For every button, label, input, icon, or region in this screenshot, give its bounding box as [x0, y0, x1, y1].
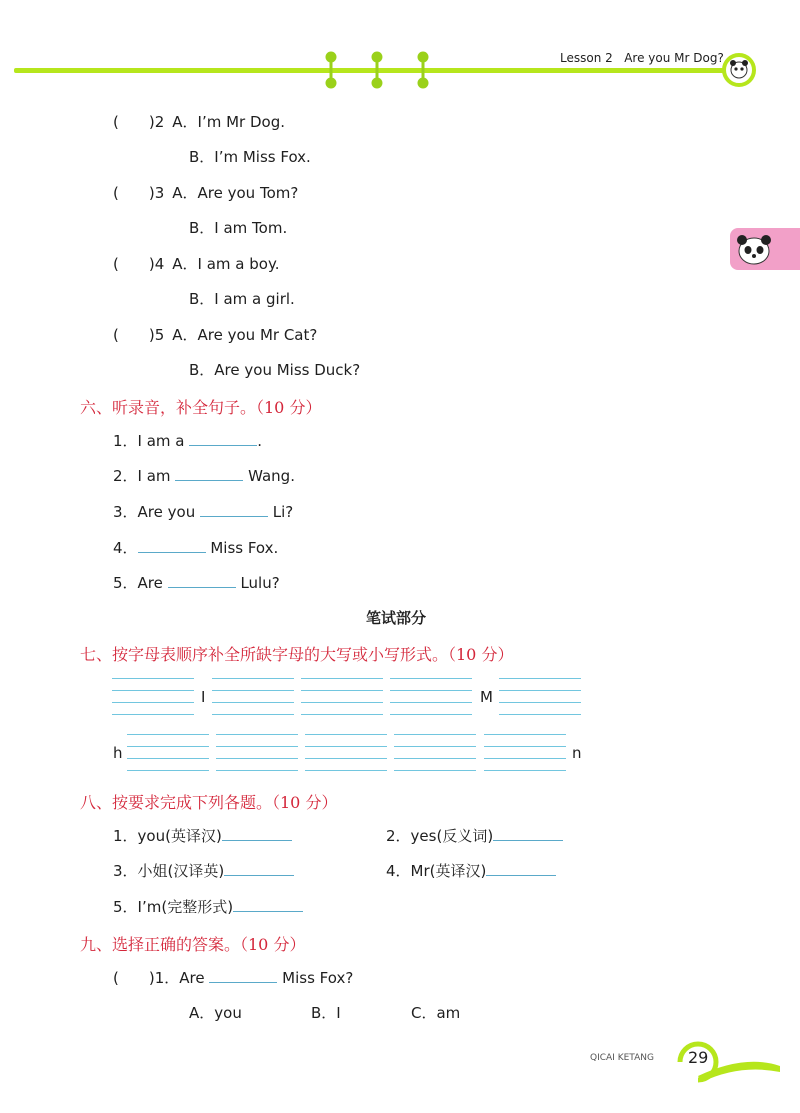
section-9-title: 九、选择正确的答案。（10 分） — [80, 935, 306, 954]
question-2: ( )2 A．I’m Mr Dog. — [113, 113, 285, 131]
answer-blank[interactable] — [175, 466, 243, 481]
question-3: ( )3 A．Are you Tom? — [113, 184, 299, 202]
s8-item-1: 1．you(英译汉) — [113, 825, 292, 846]
given-letter: h — [113, 744, 123, 762]
answer-blank[interactable] — [200, 502, 268, 517]
header-decoration — [0, 40, 800, 100]
answer-blank[interactable] — [209, 968, 277, 983]
given-letter: n — [572, 744, 582, 762]
answer-blank[interactable] — [189, 431, 257, 446]
answer-blank[interactable] — [233, 897, 303, 912]
panda-icon — [734, 231, 774, 267]
page-number: 29 — [688, 1048, 709, 1067]
question-4-option-b: B．I am a girl. — [189, 290, 295, 308]
s6-item-2: 2．I am Wang. — [113, 467, 295, 485]
question-5-option-b: B．Are you Miss Duck? — [189, 361, 361, 379]
s9-option-b: B．I — [311, 1004, 341, 1022]
answer-blank[interactable] — [493, 826, 563, 841]
s8-item-5: 5．I’m(完整形式) — [113, 896, 303, 917]
side-tab — [730, 228, 800, 270]
given-letter: I — [201, 688, 206, 706]
s9-question-1: ( )1．Are Miss Fox? — [113, 969, 354, 987]
s9-option-a: A．you — [189, 1004, 242, 1022]
given-letter: M — [480, 688, 493, 706]
s6-item-3: 3．Are you Li? — [113, 503, 294, 521]
s9-option-c: C．am — [411, 1004, 461, 1022]
section-6-title: 六、听录音，补全句子。（10 分） — [80, 398, 322, 417]
s6-item-5: 5．Are Lulu? — [113, 574, 280, 592]
written-part-heading: 笔试部分 — [366, 609, 427, 627]
answer-blank[interactable] — [138, 538, 206, 553]
question-3-option-b: B．I am Tom. — [189, 219, 288, 237]
header-lesson: Lesson 2 Are you Mr Dog? — [560, 51, 724, 65]
s6-item-4: 4． Miss Fox. — [113, 539, 279, 557]
panda-icon — [730, 60, 748, 78]
section-8-title: 八、按要求完成下列各题。（10 分） — [80, 793, 338, 812]
s8-item-2: 2．yes(反义词) — [386, 825, 563, 846]
s6-item-1: 1．I am a . — [113, 432, 263, 450]
footer-brand: QICAI KETANG — [590, 1053, 654, 1063]
question-4: ( )4 A．I am a boy. — [113, 255, 280, 273]
answer-blank[interactable] — [168, 573, 236, 588]
answer-blank[interactable] — [486, 861, 556, 876]
section-7-title: 七、按字母表顺序补全所缺字母的大写或小写形式。（10 分） — [80, 645, 514, 664]
question-2-option-b: B．I’m Miss Fox. — [189, 148, 311, 166]
question-5: ( )5 A．Are you Mr Cat? — [113, 326, 318, 344]
s8-item-3: 3．小姐(汉译英) — [113, 860, 294, 881]
s8-item-4: 4．Mr(英译汉) — [386, 860, 556, 881]
answer-blank[interactable] — [224, 861, 294, 876]
answer-blank[interactable] — [222, 826, 292, 841]
